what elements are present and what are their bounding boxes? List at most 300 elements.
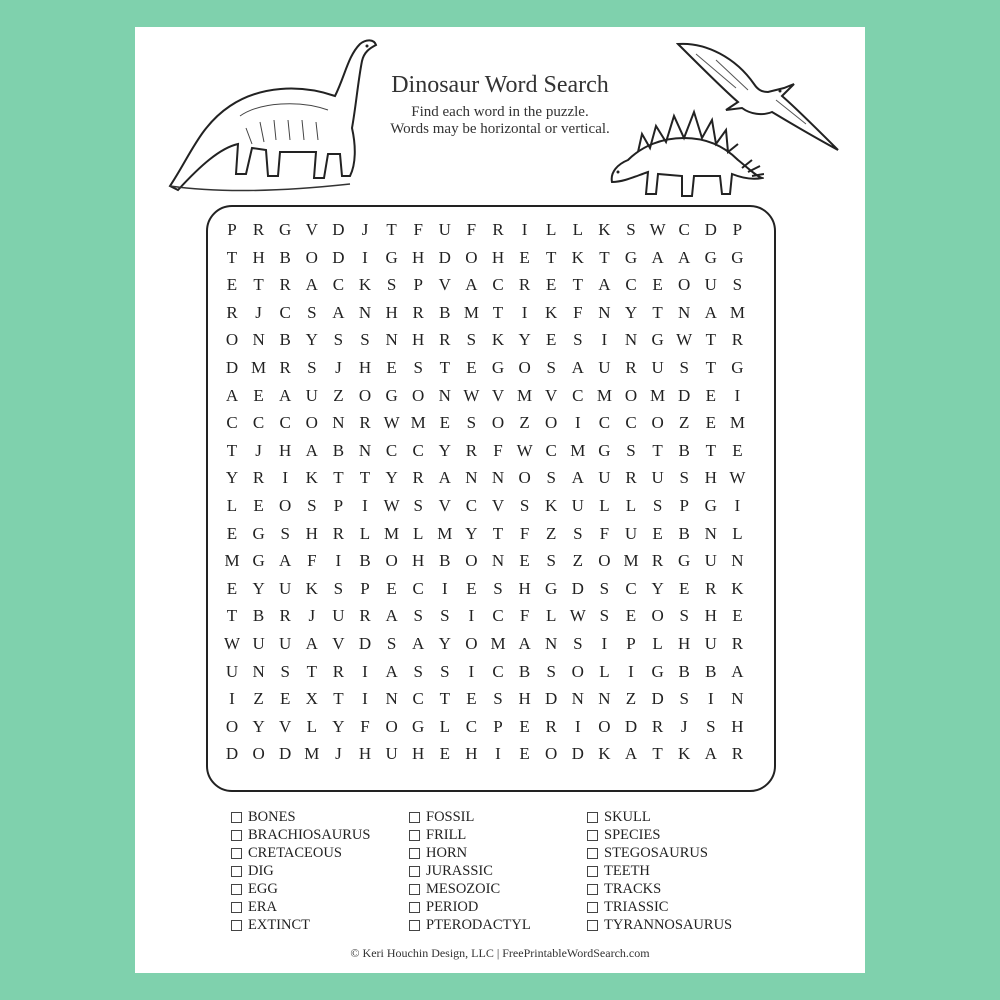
grid-letter[interactable]: R xyxy=(651,551,664,571)
grid-letter[interactable]: A xyxy=(438,468,451,488)
grid-letter[interactable]: M xyxy=(384,523,400,543)
grid-letter[interactable]: N xyxy=(385,689,398,709)
grid-letter[interactable]: S xyxy=(679,606,689,626)
grid-letter[interactable]: D xyxy=(332,220,345,239)
grid-letter[interactable]: I xyxy=(362,247,368,267)
grid-letter[interactable]: O xyxy=(651,606,664,626)
grid-letter[interactable]: I xyxy=(628,661,634,681)
grid-letter[interactable]: M xyxy=(623,551,639,571)
grid-letter[interactable]: R xyxy=(651,716,664,736)
grid-letter[interactable]: T xyxy=(386,220,397,239)
grid-letter[interactable]: E xyxy=(253,385,264,405)
grid-letter[interactable]: I xyxy=(734,496,741,515)
grid-letter[interactable]: Y xyxy=(332,716,345,736)
grid-letter[interactable]: G xyxy=(731,247,744,267)
grid-letter[interactable]: N xyxy=(358,302,372,322)
grid-letter[interactable]: I xyxy=(282,468,289,488)
grid-letter[interactable]: S xyxy=(573,634,583,653)
grid-letter[interactable]: S xyxy=(386,634,397,653)
grid-letter[interactable]: J xyxy=(308,606,316,626)
grid-letter[interactable]: G xyxy=(704,496,717,515)
grid-letter[interactable]: L xyxy=(545,220,557,239)
grid-letter[interactable]: S xyxy=(493,578,503,598)
grid-letter[interactable]: K xyxy=(358,275,372,295)
grid-letter[interactable]: O xyxy=(225,716,239,736)
grid-letter[interactable]: S xyxy=(333,330,344,350)
grid-letter[interactable]: N xyxy=(438,385,451,405)
grid-letter[interactable]: E xyxy=(386,358,397,377)
word-checkbox[interactable] xyxy=(409,812,420,823)
grid-letter[interactable]: H xyxy=(678,634,691,653)
grid-letter[interactable]: A xyxy=(279,551,292,571)
grid-letter[interactable]: G xyxy=(252,523,265,543)
grid-letter[interactable]: Z xyxy=(678,413,690,433)
grid-letter[interactable]: A xyxy=(332,302,345,322)
grid-letter[interactable]: L xyxy=(359,523,371,543)
grid-letter[interactable]: U xyxy=(598,468,611,488)
grid-letter[interactable]: W xyxy=(729,468,746,488)
grid-letter[interactable]: J xyxy=(680,716,688,736)
word-checkbox[interactable] xyxy=(587,902,598,913)
grid-letter[interactable]: A xyxy=(465,275,478,295)
grid-letter[interactable]: S xyxy=(307,496,317,515)
grid-letter[interactable]: V xyxy=(491,385,505,405)
grid-letter[interactable]: N xyxy=(252,330,265,350)
grid-letter[interactable]: W xyxy=(676,330,693,350)
word-checkbox[interactable] xyxy=(409,866,420,877)
grid-letter[interactable]: G xyxy=(678,551,691,571)
grid-letter[interactable]: C xyxy=(412,440,424,460)
grid-letter[interactable]: R xyxy=(705,578,717,598)
grid-letter[interactable]: Y xyxy=(518,330,531,350)
grid-letter[interactable]: N xyxy=(545,634,558,653)
grid-letter[interactable]: I xyxy=(574,413,581,433)
grid-letter[interactable]: W xyxy=(223,634,241,653)
grid-letter[interactable]: S xyxy=(626,220,636,239)
grid-letter[interactable]: I xyxy=(734,385,741,405)
grid-letter[interactable]: E xyxy=(678,578,690,598)
grid-letter[interactable]: D xyxy=(651,689,664,709)
grid-letter[interactable]: A xyxy=(385,606,398,626)
grid-letter[interactable]: S xyxy=(413,358,423,377)
grid-letter[interactable]: F xyxy=(573,302,583,322)
grid-letter[interactable]: U xyxy=(571,496,584,515)
grid-letter[interactable]: C xyxy=(545,440,557,460)
grid-letter[interactable]: I xyxy=(495,744,501,764)
grid-letter[interactable]: R xyxy=(252,468,265,488)
grid-letter[interactable]: G xyxy=(651,330,664,350)
grid-letter[interactable]: M xyxy=(570,440,586,460)
grid-letter[interactable]: L xyxy=(572,220,583,239)
grid-letter[interactable]: W xyxy=(383,413,400,433)
grid-letter[interactable]: N xyxy=(491,468,505,488)
grid-letter[interactable]: C xyxy=(279,413,291,433)
grid-letter[interactable]: F xyxy=(360,716,370,736)
grid-letter[interactable]: V xyxy=(305,220,318,239)
grid-letter[interactable]: Y xyxy=(465,523,478,543)
grid-letter[interactable]: M xyxy=(517,385,533,405)
grid-letter[interactable]: G xyxy=(491,358,505,377)
grid-letter[interactable]: S xyxy=(679,689,689,709)
grid-letter[interactable]: H xyxy=(412,247,425,267)
grid-letter[interactable]: N xyxy=(731,551,744,571)
grid-letter[interactable]: B xyxy=(279,247,291,267)
word-checkbox[interactable] xyxy=(587,812,598,823)
grid-letter[interactable]: L xyxy=(439,716,450,736)
grid-letter[interactable]: W xyxy=(463,385,480,405)
grid-letter[interactable]: C xyxy=(279,302,291,322)
grid-letter[interactable]: I xyxy=(468,661,475,681)
grid-letter[interactable]: S xyxy=(413,606,423,626)
grid-letter[interactable]: E xyxy=(279,689,291,709)
grid-letter[interactable]: K xyxy=(731,578,744,598)
grid-letter[interactable]: O xyxy=(518,468,531,488)
grid-letter[interactable]: O xyxy=(598,551,611,571)
grid-letter[interactable]: Z xyxy=(333,385,344,405)
grid-letter[interactable]: R xyxy=(465,440,478,460)
grid-letter[interactable]: D xyxy=(545,689,558,709)
grid-letter[interactable]: M xyxy=(437,523,453,543)
grid-letter[interactable]: H xyxy=(305,523,318,543)
grid-letter[interactable]: R xyxy=(226,302,238,322)
grid-letter[interactable]: U xyxy=(332,606,345,626)
grid-letter[interactable]: A xyxy=(412,634,425,653)
grid-letter[interactable]: Y xyxy=(252,578,265,598)
grid-letter[interactable]: C xyxy=(385,440,398,460)
grid-letter[interactable]: S xyxy=(706,716,716,736)
grid-letter[interactable]: B xyxy=(332,440,345,460)
grid-letter[interactable]: T xyxy=(492,523,504,543)
grid-letter[interactable]: M xyxy=(729,413,745,433)
grid-letter[interactable]: Y xyxy=(305,330,318,350)
grid-letter[interactable]: O xyxy=(651,413,664,433)
grid-letter[interactable]: D xyxy=(438,247,451,267)
grid-letter[interactable]: U xyxy=(252,634,265,653)
grid-letter[interactable]: E xyxy=(545,275,557,295)
grid-letter[interactable]: Z xyxy=(545,523,557,543)
grid-letter[interactable]: K xyxy=(545,496,558,515)
grid-letter[interactable]: U xyxy=(624,523,638,543)
grid-letter[interactable]: S xyxy=(573,523,583,543)
word-checkbox[interactable] xyxy=(587,884,598,895)
grid-letter[interactable]: M xyxy=(650,385,666,405)
grid-letter[interactable]: U xyxy=(651,358,664,377)
grid-letter[interactable]: G xyxy=(598,440,611,460)
grid-letter[interactable]: H xyxy=(518,689,531,709)
grid-letter[interactable]: R xyxy=(359,413,371,433)
grid-letter[interactable]: K xyxy=(305,468,318,488)
grid-letter[interactable]: E xyxy=(466,578,477,598)
word-checkbox[interactable] xyxy=(409,920,420,931)
grid-letter[interactable]: C xyxy=(625,413,637,433)
grid-letter[interactable]: T xyxy=(705,330,716,350)
grid-letter[interactable]: A xyxy=(598,275,611,295)
grid-letter[interactable]: T xyxy=(652,302,663,322)
word-checkbox[interactable] xyxy=(231,920,242,931)
grid-letter[interactable]: R xyxy=(412,302,424,322)
grid-letter[interactable]: T xyxy=(226,440,238,460)
grid-letter[interactable]: T xyxy=(439,358,450,377)
grid-letter[interactable]: T xyxy=(333,468,344,488)
grid-letter[interactable]: R xyxy=(492,220,504,239)
grid-letter[interactable]: N xyxy=(624,330,638,350)
grid-letter[interactable]: S xyxy=(573,330,583,350)
grid-letter[interactable]: D xyxy=(225,358,239,377)
grid-letter[interactable]: H xyxy=(704,468,717,488)
grid-letter[interactable]: A xyxy=(678,247,691,267)
grid-letter[interactable]: E xyxy=(652,275,663,295)
grid-letter[interactable]: I xyxy=(229,689,235,709)
grid-letter[interactable]: I xyxy=(601,330,608,350)
grid-letter[interactable]: C xyxy=(412,578,424,598)
grid-letter[interactable]: W xyxy=(649,220,666,239)
grid-letter[interactable]: E xyxy=(705,385,716,405)
grid-letter[interactable]: T xyxy=(492,302,504,322)
grid-letter[interactable]: J xyxy=(335,358,342,377)
grid-letter[interactable]: S xyxy=(280,661,290,681)
grid-letter[interactable]: G xyxy=(651,661,664,681)
grid-letter[interactable]: H xyxy=(279,440,292,460)
grid-letter[interactable]: Y xyxy=(385,468,398,488)
grid-letter[interactable]: V xyxy=(332,634,345,653)
grid-letter[interactable]: P xyxy=(413,275,423,295)
grid-letter[interactable]: S xyxy=(360,330,370,350)
grid-letter[interactable]: I xyxy=(362,661,368,681)
grid-letter[interactable]: A xyxy=(704,744,717,764)
grid-letter[interactable]: E xyxy=(705,413,716,433)
word-checkbox[interactable] xyxy=(587,830,598,841)
grid-letter[interactable]: J xyxy=(255,302,262,322)
grid-letter[interactable]: E xyxy=(439,413,450,433)
grid-letter[interactable]: L xyxy=(625,496,637,515)
grid-letter[interactable]: T xyxy=(253,275,264,295)
grid-letter[interactable]: L xyxy=(652,634,663,653)
grid-letter[interactable]: E xyxy=(545,330,557,350)
grid-letter[interactable]: E xyxy=(732,440,743,460)
grid-letter[interactable]: T xyxy=(652,440,663,460)
grid-letter[interactable]: R xyxy=(731,744,744,764)
grid-letter[interactable]: A xyxy=(305,440,318,460)
grid-letter[interactable]: A xyxy=(624,744,638,764)
grid-letter[interactable]: H xyxy=(252,247,265,267)
grid-letter[interactable]: S xyxy=(652,496,663,515)
grid-letter[interactable]: V xyxy=(438,496,451,515)
grid-letter[interactable]: S xyxy=(546,661,556,681)
grid-letter[interactable]: S xyxy=(546,551,556,571)
grid-letter[interactable]: C xyxy=(465,716,478,736)
grid-letter[interactable]: K xyxy=(598,744,611,764)
grid-letter[interactable]: C xyxy=(598,413,611,433)
grid-letter[interactable]: C xyxy=(492,606,504,626)
grid-letter[interactable]: O xyxy=(225,330,239,350)
grid-letter[interactable]: V xyxy=(438,275,451,295)
grid-letter[interactable]: J xyxy=(335,744,342,764)
grid-letter[interactable]: U xyxy=(704,275,717,295)
grid-letter[interactable]: G xyxy=(279,220,292,239)
word-checkbox[interactable] xyxy=(409,848,420,859)
grid-letter[interactable]: B xyxy=(252,606,265,626)
grid-letter[interactable]: D xyxy=(704,220,717,239)
grid-letter[interactable]: P xyxy=(360,578,370,598)
grid-letter[interactable]: T xyxy=(545,247,557,267)
grid-letter[interactable]: U xyxy=(704,634,717,653)
grid-letter[interactable]: Y xyxy=(225,468,239,488)
grid-letter[interactable]: R xyxy=(279,606,291,626)
grid-letter[interactable]: U xyxy=(279,578,292,598)
grid-letter[interactable]: I xyxy=(468,606,475,626)
grid-letter[interactable]: E xyxy=(226,523,238,543)
grid-letter[interactable]: E xyxy=(253,496,264,515)
grid-letter[interactable]: S xyxy=(440,661,450,681)
grid-letter[interactable]: I xyxy=(441,578,448,598)
grid-letter[interactable]: O xyxy=(624,385,638,405)
grid-letter[interactable]: S xyxy=(307,358,317,377)
word-checkbox[interactable] xyxy=(587,866,598,877)
grid-letter[interactable]: P xyxy=(626,634,636,653)
grid-letter[interactable]: C xyxy=(412,689,424,709)
grid-letter[interactable]: T xyxy=(439,689,450,709)
grid-letter[interactable]: U xyxy=(279,634,292,653)
grid-letter[interactable]: D xyxy=(279,744,292,764)
grid-letter[interactable]: X xyxy=(305,689,318,709)
word-checkbox[interactable] xyxy=(231,848,242,859)
grid-letter[interactable]: J xyxy=(255,440,262,460)
grid-letter[interactable]: B xyxy=(705,661,717,681)
grid-letter[interactable]: I xyxy=(335,551,342,571)
grid-letter[interactable]: E xyxy=(625,606,637,626)
grid-letter[interactable]: T xyxy=(226,247,238,267)
grid-letter[interactable]: B xyxy=(678,661,690,681)
grid-letter[interactable]: I xyxy=(521,302,528,322)
grid-letter[interactable]: F xyxy=(413,220,423,239)
grid-letter[interactable]: S xyxy=(679,468,689,488)
grid-letter[interactable]: E xyxy=(226,275,238,295)
word-checkbox[interactable] xyxy=(231,884,242,895)
grid-letter[interactable]: H xyxy=(412,330,425,350)
grid-letter[interactable]: U xyxy=(598,358,611,377)
grid-letter[interactable]: L xyxy=(545,606,557,626)
grid-letter[interactable]: H xyxy=(412,744,425,764)
grid-letter[interactable]: O xyxy=(518,358,531,377)
grid-letter[interactable]: M xyxy=(251,358,267,377)
grid-letter[interactable]: A xyxy=(571,358,584,377)
grid-letter[interactable]: M xyxy=(596,385,612,405)
grid-letter[interactable]: D xyxy=(678,385,691,405)
grid-letter[interactable]: S xyxy=(466,330,477,350)
grid-letter[interactable]: T xyxy=(705,358,716,377)
grid-letter[interactable]: E xyxy=(466,689,477,709)
word-checkbox[interactable] xyxy=(587,920,598,931)
grid-letter[interactable]: S xyxy=(413,661,423,681)
grid-letter[interactable]: N xyxy=(252,661,265,681)
grid-letter[interactable]: E xyxy=(732,606,743,626)
grid-letter[interactable]: I xyxy=(601,634,608,653)
grid-letter[interactable]: I xyxy=(362,689,368,709)
grid-letter[interactable]: A xyxy=(305,634,318,653)
grid-letter[interactable]: J xyxy=(361,220,369,239)
grid-letter[interactable]: H xyxy=(465,744,478,764)
grid-letter[interactable]: S xyxy=(333,578,344,598)
grid-letter[interactable]: S xyxy=(546,468,556,488)
grid-letter[interactable]: U xyxy=(305,385,318,405)
grid-letter[interactable]: G xyxy=(704,247,717,267)
grid-letter[interactable]: E xyxy=(466,358,477,377)
grid-letter[interactable]: L xyxy=(226,496,238,515)
grid-letter[interactable]: W xyxy=(516,440,533,460)
grid-letter[interactable]: T xyxy=(226,606,238,626)
grid-letter[interactable]: C xyxy=(492,275,504,295)
grid-letter[interactable]: E xyxy=(519,551,530,571)
grid-letter[interactable]: H xyxy=(412,551,425,571)
grid-letter[interactable]: S xyxy=(626,440,636,460)
grid-letter[interactable]: O xyxy=(465,634,478,653)
grid-letter[interactable]: M xyxy=(224,551,240,571)
grid-letter[interactable]: I xyxy=(521,220,528,239)
grid-letter[interactable]: F xyxy=(519,523,530,543)
grid-letter[interactable]: B xyxy=(279,330,291,350)
grid-letter[interactable]: Y xyxy=(624,302,638,322)
grid-letter[interactable]: W xyxy=(383,496,400,515)
grid-letter[interactable]: H xyxy=(731,716,744,736)
grid-letter[interactable]: U xyxy=(651,468,664,488)
grid-letter[interactable]: D xyxy=(571,744,584,764)
grid-letter[interactable]: N xyxy=(358,440,372,460)
grid-letter[interactable]: S xyxy=(307,302,317,322)
grid-letter[interactable]: A xyxy=(731,661,744,681)
grid-letter[interactable]: O xyxy=(252,744,265,764)
grid-letter[interactable]: G xyxy=(385,385,398,405)
grid-letter[interactable]: H xyxy=(518,578,531,598)
grid-letter[interactable]: V xyxy=(279,716,292,736)
grid-letter[interactable]: C xyxy=(492,661,504,681)
grid-letter[interactable]: B xyxy=(678,523,690,543)
grid-letter[interactable]: S xyxy=(280,523,290,543)
grid-letter[interactable]: N xyxy=(332,413,345,433)
grid-letter[interactable]: W xyxy=(569,606,586,626)
grid-letter[interactable]: R xyxy=(359,606,371,626)
grid-letter[interactable]: E xyxy=(519,247,530,267)
grid-letter[interactable]: S xyxy=(732,275,743,295)
grid-letter[interactable]: Z xyxy=(253,689,264,709)
grid-letter[interactable]: K xyxy=(598,220,611,239)
grid-letter[interactable]: O xyxy=(571,661,584,681)
grid-letter[interactable]: O xyxy=(412,385,425,405)
grid-letter[interactable]: C xyxy=(625,578,637,598)
grid-letter[interactable]: R xyxy=(279,358,291,377)
grid-letter[interactable]: N xyxy=(598,302,611,322)
word-checkbox[interactable] xyxy=(231,902,242,913)
grid-letter[interactable]: Z xyxy=(625,689,637,709)
grid-letter[interactable]: T xyxy=(705,440,716,460)
grid-letter[interactable]: I xyxy=(707,689,714,709)
grid-letter[interactable]: O xyxy=(385,716,398,736)
grid-letter[interactable]: U xyxy=(225,661,239,681)
word-checkbox[interactable] xyxy=(409,884,420,895)
grid-letter[interactable]: F xyxy=(519,606,530,626)
grid-letter[interactable]: H xyxy=(704,606,717,626)
grid-letter[interactable]: R xyxy=(332,661,345,681)
grid-letter[interactable]: D xyxy=(332,247,345,267)
grid-letter[interactable]: Z xyxy=(519,413,530,433)
grid-letter[interactable]: C xyxy=(572,385,584,405)
grid-letter[interactable]: E xyxy=(652,523,663,543)
grid-letter[interactable]: U xyxy=(704,551,717,571)
grid-letter[interactable]: M xyxy=(490,634,506,653)
grid-letter[interactable]: N xyxy=(491,551,505,571)
grid-letter[interactable]: T xyxy=(572,275,583,295)
grid-letter[interactable]: T xyxy=(333,689,344,709)
grid-letter[interactable]: K xyxy=(571,247,584,267)
